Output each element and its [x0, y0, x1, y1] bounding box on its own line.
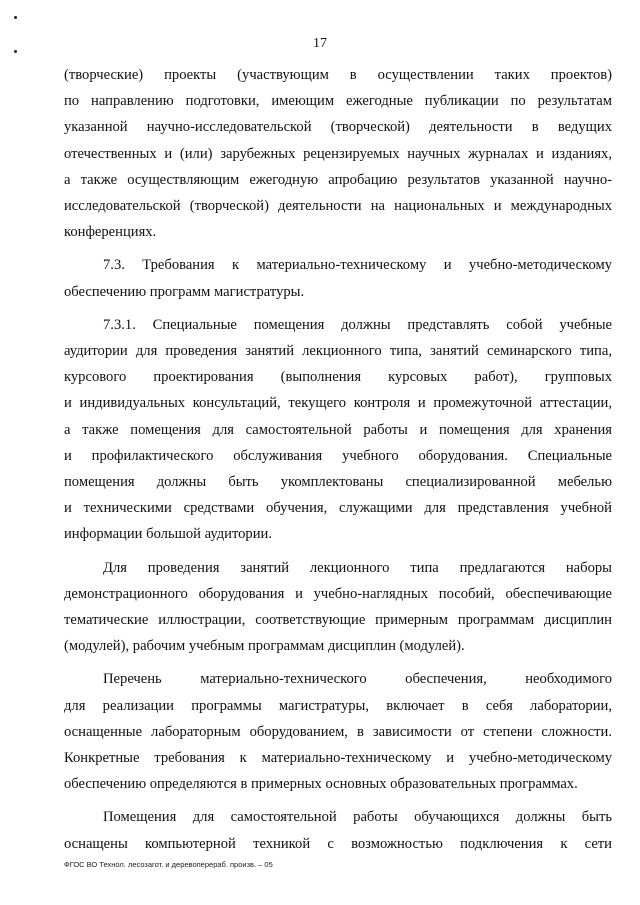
text-line: (творческие) проекты (участвующим в осуществлении таких проектов): [64, 67, 612, 83]
text-line: по направлению подготовки, имеющим ежегодные публикации по результатам: [64, 93, 612, 110]
material-support-paragraph: [64, 666, 612, 797]
text-line: конференциях.: [64, 224, 157, 241]
text-line: а также помещения для самостоятельной работы и помещения для хранения: [64, 421, 612, 438]
document-body: [64, 62, 612, 857]
lecture-equipment-paragraph: [64, 555, 612, 660]
text-line: аудитории для проведения занятий лекционного типа, занятий семинарского типа,: [64, 343, 612, 360]
page-number: 17: [313, 36, 327, 51]
text-line: указанной научно-исследовательской (творческой) деятельности в ведущих: [64, 119, 612, 136]
text-line: и профилактического обслуживания учебного оборудования. Специальные: [64, 447, 612, 464]
text-line: Для проведения занятий лекционного типа предлагаются наборы: [103, 559, 612, 576]
text-line: помещения должны быть укомплектованы специализированной мебелью: [64, 474, 612, 491]
text-line: курсового проектирования (выполнения курсовых работ), групповых: [64, 369, 612, 386]
scan-artifact-dot: [14, 16, 17, 19]
text-line: демонстрационного оборудования и учебно-наглядных пособий, обеспечивающие: [64, 585, 612, 602]
paragraph-continuation: [64, 62, 612, 245]
text-line: Помещения для самостоятельной работы обучающихся должны быть: [103, 809, 612, 826]
text-line: информации большой аудитории.: [64, 526, 272, 543]
page-footer: ФГОС ВО Технол. лесозагот. и деревоперераб. произв. – 05: [64, 860, 273, 869]
section-7-3-heading: [64, 252, 612, 304]
text-line: Конкретные требования к материально-техническому и учебно-методическому: [64, 750, 612, 767]
text-line: и техническими средствами обучения, служащими для представления учебной: [64, 500, 612, 517]
text-line: оснащенные лабораторным оборудованием, в зависимости от степени сложности.: [64, 723, 612, 740]
text-line: тематические иллюстрации, соответствующие примерным программам дисциплин: [64, 612, 612, 629]
text-line: а также осуществляющим ежегодную апробацию результатов указанной научно-: [64, 171, 612, 188]
text-line: и индивидуальных консультаций, текущего контроля и промежуточной аттестации,: [64, 395, 612, 412]
self-study-rooms-paragraph: [64, 804, 612, 856]
section-7-3-1-paragraph: [64, 312, 612, 548]
text-line: обеспечению программ магистратуры.: [64, 283, 305, 300]
text-line: для реализации программы магистратуры, включает в себя лаборатории,: [64, 697, 612, 714]
text-line: (модулей), рабочим учебным программам дисциплин (модулей).: [64, 638, 465, 655]
text-line: отечественных и (или) зарубежных рецензируемых научных журналах и изданиях,: [64, 145, 612, 162]
text-line: Перечень материально-технического обеспечения, необходимого: [103, 671, 612, 688]
text-line: 7.3. Требования к материально-техническому и учебно-методическому: [103, 257, 612, 274]
text-line: 7.3.1. Специальные помещения должны представлять собой учебные: [103, 316, 612, 333]
text-line: исследовательской (творческой) деятельности на национальных и международных: [64, 198, 612, 215]
text-line: обеспечению определяются в примерных основных образовательных программах.: [64, 776, 578, 793]
text-line: оснащены компьютерной техникой с возможностью подключения к сети: [64, 835, 612, 852]
